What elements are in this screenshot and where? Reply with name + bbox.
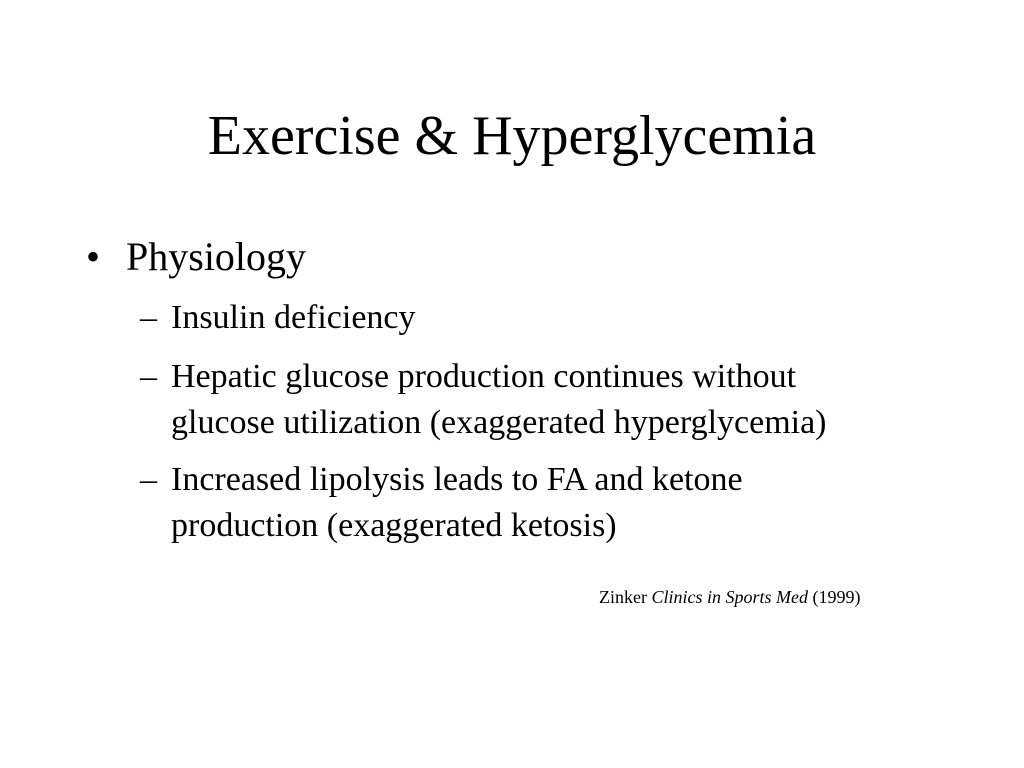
bullet-text: Physiology — [126, 234, 307, 279]
sub-item-line: production (exaggerated ketosis) — [171, 507, 617, 544]
citation-author: Zinker — [599, 587, 647, 607]
slide-title: Exercise & Hyperglycemia — [207, 105, 817, 167]
citation-journal: Clinics in Sports Med — [651, 587, 808, 607]
sub-item-hepatic-glucose — [140, 354, 827, 446]
sub-item-line: Increased lipolysis leads to FA and ketone — [171, 461, 743, 498]
bullet-physiology — [86, 232, 306, 282]
sub-item-lipolysis — [140, 457, 743, 549]
dash-marker: – — [140, 358, 157, 395]
sub-item-line: Hepatic glucose production continues without — [171, 358, 797, 395]
sub-item-line: glucose utilization (exaggerated hyperglycemia) — [171, 404, 827, 441]
citation-year: (1999) — [812, 587, 861, 607]
bullet-marker: • — [86, 234, 101, 279]
sub-item-insulin-deficiency — [140, 295, 416, 341]
citation — [599, 585, 860, 609]
sub-item-line: Insulin deficiency — [171, 299, 416, 336]
dash-marker: – — [140, 461, 157, 498]
dash-marker: – — [140, 299, 157, 336]
